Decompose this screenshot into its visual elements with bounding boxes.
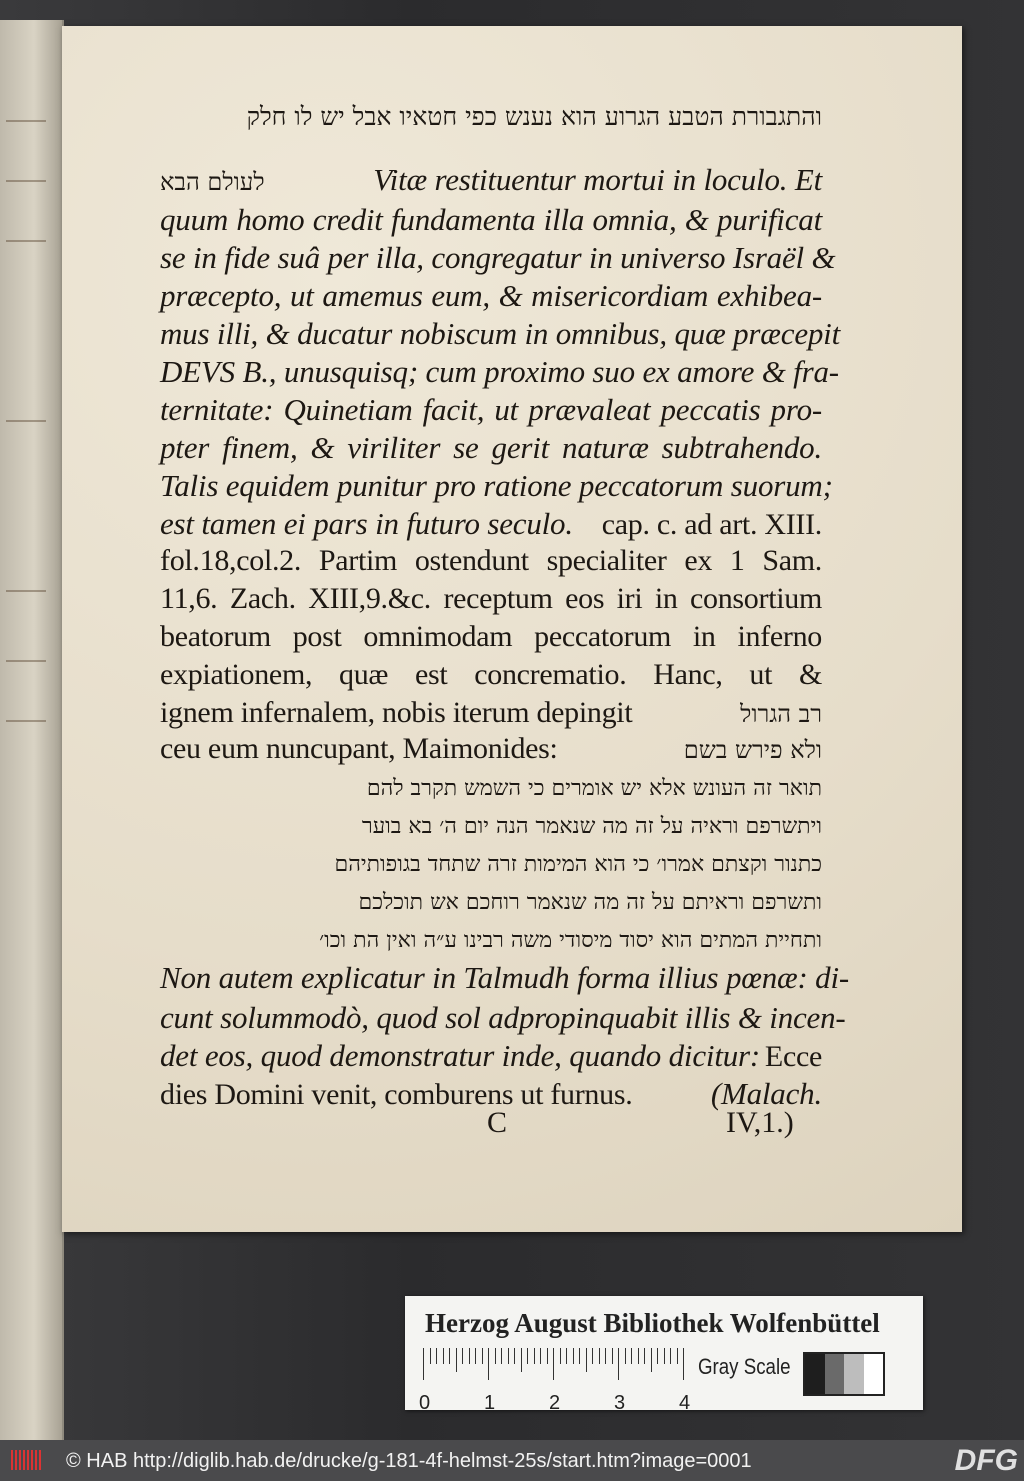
- ruler-tick: [449, 1348, 450, 1364]
- book-page: [62, 26, 962, 1232]
- ruler-tick: [560, 1348, 561, 1364]
- italic-phrase: est tamen ei pars in futuro seculo.: [160, 506, 573, 541]
- hebrew-phrase: רב הגרול: [740, 700, 822, 728]
- ruler-tick: [514, 1348, 515, 1364]
- ruler-tick: [657, 1348, 658, 1364]
- ruler-tick: [579, 1348, 580, 1364]
- facing-page-mark: [6, 120, 46, 136]
- ruler-tick: [683, 1348, 684, 1380]
- ruler-number: 3: [614, 1392, 626, 1414]
- signature-mark: C: [487, 1106, 508, 1139]
- ruler-number: 2: [549, 1392, 561, 1414]
- ruler-tick: [553, 1348, 554, 1380]
- barcode-icon: [10, 1448, 42, 1472]
- ruler-tick: [547, 1348, 548, 1364]
- ruler-tick: [462, 1348, 463, 1364]
- text-line: 11,6. Zach. XIII,9.&c. receptum eos iri in consortium: [160, 582, 822, 615]
- facing-page-mark: [6, 660, 46, 676]
- roman-phrase: cap. c. ad art. XIII.: [601, 508, 822, 541]
- text-line: [160, 1040, 822, 1072]
- text-line: והתגבורת הטבע הגרוע הוא נענש כפי חטאיו אבל יש לו חלק: [246, 102, 822, 131]
- text-line: [160, 508, 822, 540]
- ruler-tick: [488, 1348, 489, 1380]
- ruler-tick: [540, 1348, 541, 1364]
- text-line: pter finem, & viriliter se gerit naturæ subtrahendo.: [160, 430, 822, 465]
- text-line: fol.18,col.2. Partim ostendunt specialiter ex 1 Sam.: [160, 544, 822, 577]
- facing-page-mark: [6, 240, 46, 256]
- ruler-tick: [469, 1348, 470, 1364]
- ruler-tick: [423, 1348, 424, 1380]
- footer-bar: [0, 1440, 1024, 1481]
- text-line: præcepto, ut amemus eum, & misericordiam exhibea-: [160, 278, 822, 313]
- ruler-tick: [618, 1348, 619, 1380]
- ruler-tick: [436, 1348, 437, 1364]
- ruler-tick: [664, 1348, 665, 1364]
- hebrew-phrase: לעולם הבא: [160, 168, 265, 196]
- ruler-tick: [625, 1348, 626, 1364]
- catchword: IV,1.): [726, 1106, 794, 1139]
- latin-phrase: ignem infernalem, nobis iterum depingit: [160, 696, 633, 729]
- ruler-tick: [605, 1348, 606, 1364]
- ruler-tick: [651, 1348, 652, 1372]
- text-line: expiationem, quæ est concrematio. Hanc, ut &: [160, 658, 822, 691]
- latin-phrase: Vitæ restituentur mortui in loculo. Et: [373, 162, 822, 197]
- ruler-tick: [482, 1348, 483, 1364]
- gray-scale-label: Gray Scale: [698, 1354, 791, 1379]
- ruler-tick: [475, 1348, 476, 1364]
- ruler-tick: [521, 1348, 522, 1372]
- ruler-tick: [631, 1348, 632, 1364]
- ruler-tick: [495, 1348, 496, 1364]
- library-name: Herzog August Bibliothek Wolfenbüttel: [425, 1308, 880, 1338]
- ruler-tick: [592, 1348, 593, 1364]
- latin-phrase: ceu eum nuncupant, Maimonides:: [160, 732, 558, 765]
- text-line: DEVS B., unusquisq; cum proximo suo ex amore & fra-: [160, 354, 839, 389]
- gray-scale-patch: [803, 1352, 885, 1396]
- ruler-tick: [430, 1348, 431, 1364]
- text-line: quum homo credit fundamenta illa omnia, & purificat: [160, 202, 822, 237]
- ruler-tick: [638, 1348, 639, 1364]
- italic-phrase: det eos, quod demonstratur inde, quando dicitur:: [160, 1038, 761, 1073]
- text-line: Talis equidem punitur pro ratione peccatorum suorum;: [160, 468, 833, 503]
- library-label: [405, 1296, 923, 1414]
- text-line: se in fide suâ per illa, congregatur in universo Israël &: [160, 240, 836, 275]
- ruler-tick: [456, 1348, 457, 1372]
- italic-phrase: (Malach.: [710, 1076, 822, 1111]
- text-line: כתנור וקצתם אמרו׳ כי הוא המימות זרה שתחד בגופותיהם: [334, 852, 822, 877]
- hebrew-phrase: ולא פירש בשם: [683, 736, 822, 764]
- text-line: ותשרפם וראיתם על זה מה שנאמר רוחכם אש תוכלכם: [358, 890, 822, 915]
- ruler-tick: [527, 1348, 528, 1364]
- text-line: [160, 164, 822, 195]
- roman-phrase: Ecce: [764, 1040, 822, 1073]
- ruler-tick: [670, 1348, 671, 1364]
- ruler-tick: [443, 1348, 444, 1364]
- text-line: beatorum post omnimodam peccatorum in inferno: [160, 620, 822, 653]
- ruler-tick: [586, 1348, 587, 1372]
- scale-ruler: [419, 1348, 691, 1414]
- ruler-number: 1: [484, 1392, 496, 1414]
- facing-page-mark: [6, 720, 46, 736]
- roman-phrase: dies Domini venit, comburens ut furnus.: [160, 1078, 633, 1111]
- ruler-number: 4: [679, 1392, 691, 1414]
- ruler-tick: [677, 1348, 678, 1364]
- text-line: ternitate: Quinetiam facit, ut prævaleat peccatis pro-: [160, 392, 822, 427]
- text-line: ויתשרפם וראיה על זה מה שנאמר הנה יום ה׳ בא בוער: [361, 814, 822, 839]
- facing-page-mark: [6, 590, 46, 606]
- text-line: cunt solummodò, quod sol adpropinquabit illis & incen-: [160, 1000, 846, 1035]
- text-line: [160, 734, 822, 764]
- ruler-tick: [573, 1348, 574, 1364]
- facing-page-mark: [6, 180, 46, 196]
- ruler-tick: [644, 1348, 645, 1364]
- text-line: Non autem explicatur in Talmudh forma illius pœnæ: di-: [160, 960, 850, 995]
- ruler-tick: [508, 1348, 509, 1364]
- source-url[interactable]: © HAB http://diglib.hab.de/drucke/g-181-4f-helmst-25s/start.htm?image=0001: [66, 1450, 752, 1472]
- ruler-tick: [612, 1348, 613, 1364]
- text-line: [160, 698, 822, 728]
- text-line: ותחיית המתים הוא יסוד מיסודי משה רבינו ע״ה ואין הת וכו׳: [319, 928, 822, 953]
- ruler-tick: [566, 1348, 567, 1364]
- ruler-tick: [534, 1348, 535, 1364]
- ruler-number: 0: [419, 1392, 431, 1414]
- text-line: תואר זה העונש אלא יש אומרים כי השמש תקרב להם: [366, 776, 822, 801]
- ruler-tick: [599, 1348, 600, 1364]
- ruler-tick: [501, 1348, 502, 1364]
- dfg-logo: DFG: [954, 1444, 1018, 1477]
- facing-page-mark: [6, 420, 46, 436]
- text-line: mus illi, & ducatur nobiscum in omnibus, quæ præcepit: [160, 316, 841, 351]
- facing-page-edge: [0, 20, 64, 1440]
